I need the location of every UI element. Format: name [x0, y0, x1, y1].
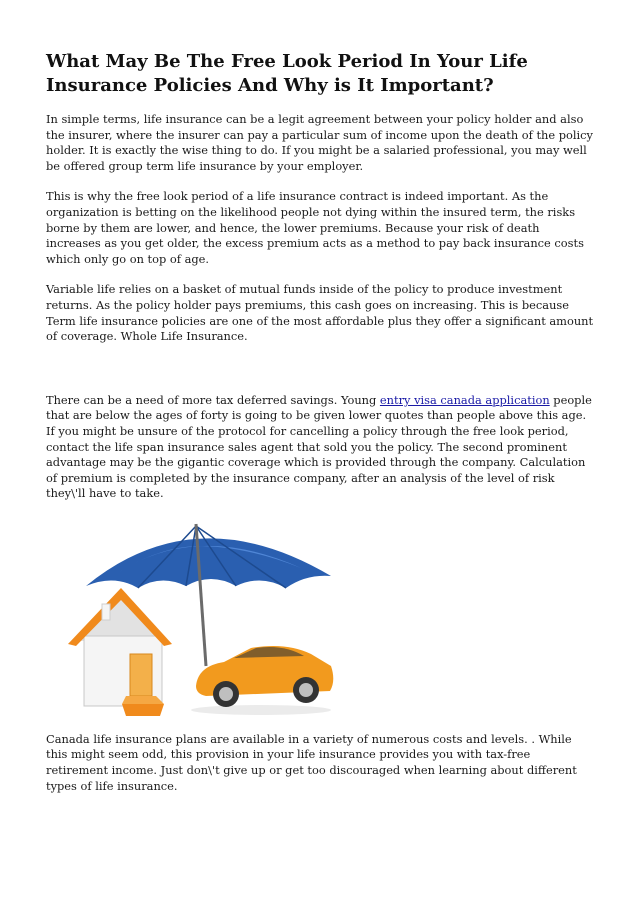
- paragraph-3: Variable life relies on a basket of mutual funds inside of the policy to produce investment returns. As the policy holder pays premiums, this cash goes on increasing. This is because Term life insurance policies are one of the most affordable plus they offer a significant amount of coverage. Whole Life Insurance.: [46, 282, 594, 344]
- umbrella-house-car-icon: [46, 516, 336, 728]
- insurance-illustration: [46, 516, 336, 728]
- entry-visa-link[interactable]: entry visa canada application: [379, 392, 550, 407]
- paragraph-2: This is why the free look period of a life insurance contract is indeed important. As the organization is betting on the likelihood people not dying within the insured term, the risks borne by them are lower, and hence, the lower premiums. Because your risk of death increases as you get older, the excess premium acts as a method to pay back insurance costs which only go on top of age.: [46, 189, 584, 266]
- paragraph-4-text-start: There can be a need of more tax deferred savings. Young: [46, 392, 380, 407]
- page-title: What May Be The Free Look Period In Your Life Insurance Policies And Why is It Important?: [46, 51, 528, 96]
- document-page: [46, 50, 594, 794]
- paragraph-4-text-end: people that are below the ages of forty is going to be given lower quotes than people above this age. If you might be unsure of the protocol for cancelling a policy through the free look period, contact the life span insurance sales agent that sold you the policy. The second prominent advantage may be the gigantic coverage which is provided through the company. Calculation of premium is completed by the insurance company, after an analysis of the level of risk they\'ll have to take.: [46, 392, 592, 501]
- paragraph-4: [46, 393, 594, 502]
- paragraph-1: In simple terms, life insurance can be a legit agreement between your policy holder and also the insurer, where the insurer can pay a particular sum of income upon the death of the policy holder. It is exactly the wise thing to do. If you might be a salaried professional, you may well be offered group term life insurance by your employer.: [46, 112, 593, 173]
- paragraph-5: Canada life insurance plans are available in a variety of numerous costs and levels. . While this might seem odd, this provision in your life insurance provides you with tax-free retirement income. Just don\'t give up or get too discouraged when learning about different types of life insurance.: [46, 731, 577, 793]
